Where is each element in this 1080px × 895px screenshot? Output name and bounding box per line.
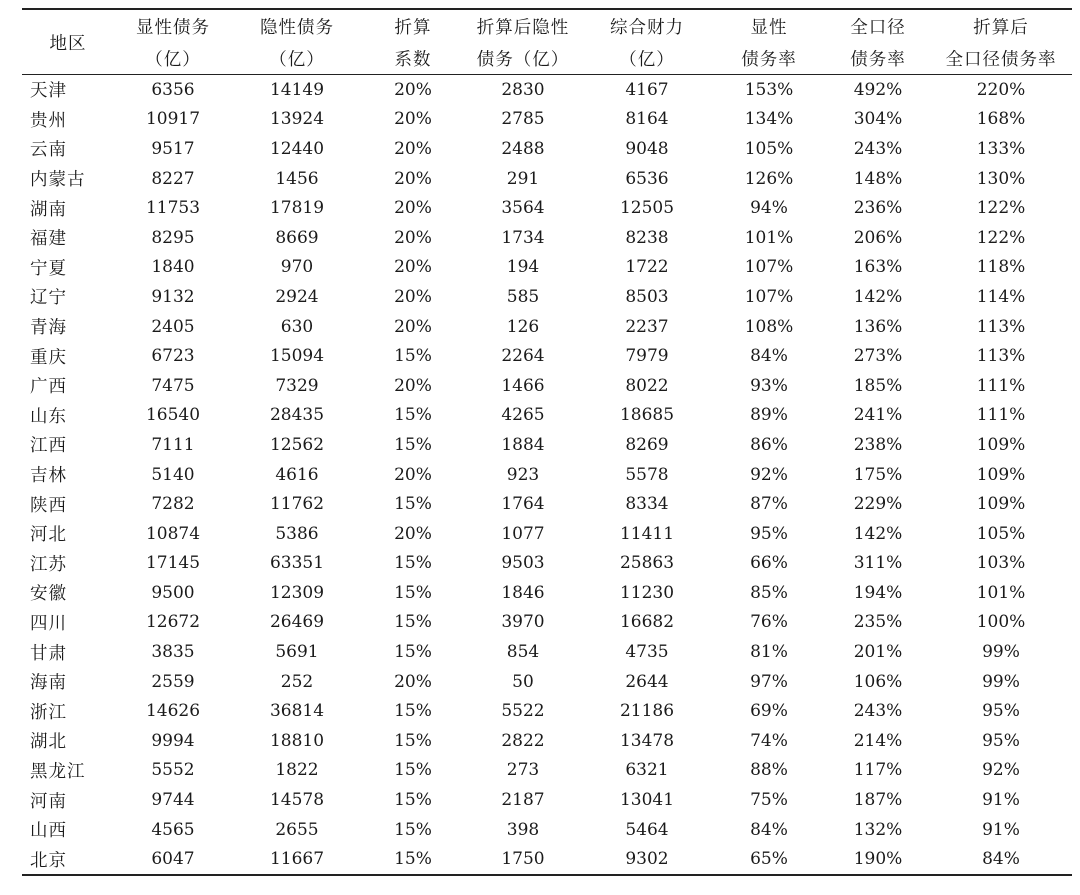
debt-table-container (22, 8, 1072, 876)
cell-explicit-rate: 86% (750, 434, 788, 455)
cell-converted-implicit: 2488 (501, 138, 545, 159)
cell-region: 安徽 (30, 584, 67, 605)
cell-explicit-rate: 134% (744, 109, 794, 130)
cell-region: 山东 (30, 406, 67, 427)
cell-explicit-rate: 107% (744, 257, 794, 278)
cell-coefficient: 20% (394, 109, 432, 130)
cell-fiscal-capacity: 7979 (625, 346, 669, 367)
table-row (22, 815, 1072, 845)
cell-coefficient: 15% (394, 553, 432, 574)
debt-table (22, 8, 1072, 876)
cell-converted-total-rate: 91% (982, 790, 1020, 811)
cell-explicit-rate: 88% (750, 760, 788, 781)
cell-explicit-rate: 101% (744, 227, 794, 248)
cell-explicit-rate: 65% (750, 849, 788, 870)
cell-converted-total-rate: 130% (976, 168, 1026, 189)
cell-region: 内蒙古 (30, 170, 86, 191)
table-row (22, 253, 1072, 283)
table-row (22, 134, 1072, 164)
cell-implicit-debt: 1456 (275, 168, 319, 189)
cell-converted-implicit: 2830 (501, 79, 545, 100)
cell-converted-total-rate: 114% (976, 286, 1026, 307)
cell-converted-implicit: 1846 (501, 582, 545, 603)
cell-explicit-rate: 126% (744, 168, 794, 189)
cell-explicit-debt: 7475 (151, 375, 195, 396)
cell-implicit-debt: 36814 (269, 701, 325, 722)
header-coefficient-line2: 系数 (394, 49, 432, 70)
cell-fiscal-capacity: 6321 (625, 760, 669, 781)
table-row (22, 193, 1072, 223)
cell-implicit-debt: 13924 (269, 109, 325, 130)
cell-converted-total-rate: 122% (976, 198, 1026, 219)
cell-implicit-debt: 28435 (269, 405, 325, 426)
cell-explicit-debt: 2405 (151, 316, 195, 337)
cell-fiscal-capacity: 9302 (625, 849, 669, 870)
cell-implicit-debt: 4616 (275, 464, 319, 485)
cell-converted-total-rate: 100% (976, 612, 1026, 633)
cell-explicit-debt: 9500 (151, 582, 195, 603)
cell-explicit-debt: 7282 (151, 494, 195, 515)
cell-fiscal-capacity: 16682 (619, 612, 675, 633)
cell-converted-total-rate: 101% (976, 582, 1026, 603)
cell-implicit-debt: 11667 (269, 849, 325, 870)
table-row (22, 608, 1072, 638)
cell-explicit-rate: 76% (750, 612, 788, 633)
cell-total-rate: 206% (853, 227, 903, 248)
header-explicit-rate-line2: 债务率 (741, 49, 797, 70)
cell-converted-total-rate: 220% (976, 79, 1026, 100)
cell-explicit-debt: 9132 (151, 286, 195, 307)
cell-explicit-rate: 93% (750, 375, 788, 396)
cell-coefficient: 15% (394, 494, 432, 515)
cell-implicit-debt: 12562 (269, 434, 325, 455)
cell-fiscal-capacity: 11411 (619, 523, 675, 544)
table-row (22, 371, 1072, 401)
cell-explicit-debt: 8227 (151, 168, 195, 189)
cell-converted-implicit: 2264 (501, 346, 545, 367)
cell-total-rate: 163% (853, 257, 903, 278)
cell-coefficient: 15% (394, 642, 432, 663)
cell-total-rate: 185% (853, 375, 903, 396)
cell-implicit-debt: 630 (280, 316, 314, 337)
cell-explicit-rate: 89% (750, 405, 788, 426)
cell-region: 河南 (30, 791, 67, 812)
cell-converted-implicit: 291 (506, 168, 540, 189)
table-row (22, 430, 1072, 460)
cell-total-rate: 241% (853, 405, 903, 426)
cell-coefficient: 15% (394, 582, 432, 603)
cell-converted-implicit: 1077 (501, 523, 545, 544)
cell-region: 湖南 (30, 199, 67, 220)
cell-explicit-debt: 12672 (145, 612, 201, 633)
cell-implicit-debt: 7329 (275, 375, 319, 396)
table-row (22, 519, 1072, 549)
cell-implicit-debt: 5691 (275, 642, 319, 663)
cell-region: 浙江 (30, 702, 67, 723)
table-header (22, 9, 1072, 75)
table-row (22, 756, 1072, 786)
cell-fiscal-capacity: 4735 (625, 642, 669, 663)
header-implicit-debt: 隐性债务 (260, 17, 334, 38)
cell-explicit-rate: 105% (744, 138, 794, 159)
table-row (22, 401, 1072, 431)
table-row (22, 549, 1072, 579)
cell-fiscal-capacity: 8238 (625, 227, 669, 248)
cell-coefficient: 20% (394, 257, 432, 278)
cell-total-rate: 201% (853, 642, 903, 663)
cell-coefficient: 20% (394, 198, 432, 219)
cell-region: 四川 (30, 613, 67, 634)
cell-explicit-rate: 84% (750, 346, 788, 367)
cell-total-rate: 106% (853, 671, 903, 692)
cell-converted-total-rate: 113% (976, 316, 1026, 337)
header-implicit-debt-unit: （亿） (269, 49, 325, 70)
cell-fiscal-capacity: 18685 (619, 405, 675, 426)
cell-total-rate: 492% (853, 79, 903, 100)
cell-total-rate: 142% (853, 523, 903, 544)
cell-coefficient: 15% (394, 612, 432, 633)
cell-explicit-debt: 10917 (145, 109, 201, 130)
cell-explicit-debt: 14626 (145, 701, 201, 722)
cell-converted-total-rate: 99% (982, 642, 1020, 663)
cell-region: 吉林 (30, 466, 67, 487)
cell-converted-total-rate: 91% (982, 819, 1020, 840)
cell-coefficient: 15% (394, 730, 432, 751)
cell-region: 江西 (30, 436, 67, 457)
header-fiscal-capacity-unit: （亿） (619, 49, 675, 70)
header-fiscal-capacity: 综合财力 (610, 17, 684, 38)
cell-coefficient: 15% (394, 790, 432, 811)
cell-fiscal-capacity: 8164 (625, 109, 669, 130)
cell-fiscal-capacity: 25863 (619, 553, 675, 574)
cell-total-rate: 194% (853, 582, 903, 603)
cell-coefficient: 15% (394, 701, 432, 722)
cell-converted-implicit: 2822 (501, 730, 545, 751)
cell-explicit-debt: 10874 (145, 523, 201, 544)
cell-explicit-debt: 6047 (151, 849, 195, 870)
cell-region: 黑龙江 (30, 761, 86, 782)
cell-explicit-debt: 2559 (151, 671, 195, 692)
cell-fiscal-capacity: 21186 (619, 701, 675, 722)
cell-coefficient: 20% (394, 464, 432, 485)
cell-explicit-rate: 107% (744, 286, 794, 307)
cell-region: 海南 (30, 673, 67, 694)
cell-converted-implicit: 4265 (501, 405, 545, 426)
table-row (22, 667, 1072, 697)
cell-coefficient: 20% (394, 375, 432, 396)
cell-implicit-debt: 63351 (269, 553, 325, 574)
cell-coefficient: 20% (394, 671, 432, 692)
cell-fiscal-capacity: 8503 (625, 286, 669, 307)
table-row (22, 726, 1072, 756)
cell-explicit-rate: 94% (750, 198, 788, 219)
cell-converted-total-rate: 92% (982, 760, 1020, 781)
cell-explicit-debt: 16540 (145, 405, 201, 426)
table-row (22, 578, 1072, 608)
cell-converted-total-rate: 103% (976, 553, 1026, 574)
header-coefficient: 折算 (394, 17, 432, 38)
cell-explicit-debt: 17145 (145, 553, 201, 574)
cell-converted-implicit: 3564 (501, 198, 545, 219)
cell-implicit-debt: 11762 (269, 494, 325, 515)
cell-region: 甘肃 (30, 643, 67, 664)
cell-converted-implicit: 1734 (501, 227, 545, 248)
cell-explicit-rate: 95% (750, 523, 788, 544)
cell-region: 天津 (30, 81, 67, 102)
cell-converted-total-rate: 168% (976, 109, 1026, 130)
cell-explicit-rate: 97% (750, 671, 788, 692)
cell-explicit-rate: 75% (750, 790, 788, 811)
cell-implicit-debt: 5386 (275, 523, 319, 544)
cell-total-rate: 311% (853, 553, 903, 574)
cell-implicit-debt: 15094 (269, 346, 325, 367)
cell-converted-total-rate: 113% (976, 346, 1026, 367)
cell-explicit-debt: 11753 (145, 198, 201, 219)
cell-total-rate: 136% (853, 316, 903, 337)
table-row (22, 844, 1072, 875)
cell-converted-implicit: 9503 (501, 553, 545, 574)
cell-coefficient: 20% (394, 168, 432, 189)
table-row (22, 223, 1072, 253)
cell-explicit-rate: 87% (750, 494, 788, 515)
cell-fiscal-capacity: 11230 (619, 582, 675, 603)
cell-total-rate: 235% (853, 612, 903, 633)
cell-region: 辽宁 (30, 288, 67, 309)
cell-total-rate: 243% (853, 701, 903, 722)
cell-coefficient: 15% (394, 434, 432, 455)
cell-converted-total-rate: 109% (976, 494, 1026, 515)
header-converted-implicit: 折算后隐性 (476, 17, 570, 38)
cell-total-rate: 175% (853, 464, 903, 485)
cell-explicit-rate: 74% (750, 730, 788, 751)
cell-explicit-rate: 92% (750, 464, 788, 485)
cell-converted-implicit: 1764 (501, 494, 545, 515)
cell-implicit-debt: 2924 (275, 286, 319, 307)
cell-converted-implicit: 923 (506, 464, 540, 485)
cell-explicit-rate: 153% (744, 79, 794, 100)
header-explicit-debt-unit: （亿） (145, 49, 201, 70)
table-row (22, 489, 1072, 519)
cell-implicit-debt: 26469 (269, 612, 325, 633)
cell-total-rate: 229% (853, 494, 903, 515)
cell-implicit-debt: 18810 (269, 730, 325, 751)
cell-converted-total-rate: 122% (976, 227, 1026, 248)
table-row (22, 341, 1072, 371)
cell-converted-implicit: 585 (506, 286, 540, 307)
cell-explicit-rate: 69% (750, 701, 788, 722)
cell-coefficient: 20% (394, 227, 432, 248)
cell-converted-implicit: 3970 (501, 612, 545, 633)
cell-total-rate: 238% (853, 434, 903, 455)
cell-converted-implicit: 126 (506, 316, 540, 337)
cell-fiscal-capacity: 2237 (625, 316, 669, 337)
cell-converted-implicit: 854 (506, 642, 540, 663)
cell-implicit-debt: 252 (280, 671, 314, 692)
cell-explicit-debt: 9517 (151, 138, 195, 159)
cell-explicit-debt: 5140 (151, 464, 195, 485)
cell-region: 宁夏 (30, 258, 67, 279)
cell-region: 北京 (30, 850, 67, 871)
cell-region: 湖北 (30, 732, 67, 753)
table-body (22, 75, 1072, 876)
cell-region: 江苏 (30, 554, 67, 575)
header-converted-total-rate: 折算后 (973, 17, 1029, 38)
cell-coefficient: 15% (394, 760, 432, 781)
cell-region: 贵州 (30, 110, 67, 131)
table-row (22, 312, 1072, 342)
cell-converted-total-rate: 99% (982, 671, 1020, 692)
table-row (22, 785, 1072, 815)
cell-explicit-rate: 85% (750, 582, 788, 603)
cell-coefficient: 15% (394, 849, 432, 870)
table-row (22, 637, 1072, 667)
table-row (22, 75, 1072, 105)
cell-fiscal-capacity: 5578 (625, 464, 669, 485)
cell-fiscal-capacity: 4167 (625, 79, 669, 100)
cell-explicit-debt: 3835 (151, 642, 195, 663)
header-converted-total-rate-line2: 全口径债务率 (945, 49, 1057, 70)
cell-converted-implicit: 2785 (501, 109, 545, 130)
cell-coefficient: 15% (394, 405, 432, 426)
cell-total-rate: 236% (853, 198, 903, 219)
cell-converted-total-rate: 109% (976, 434, 1026, 455)
cell-fiscal-capacity: 8269 (625, 434, 669, 455)
cell-region: 山西 (30, 821, 67, 842)
cell-explicit-debt: 7111 (151, 434, 195, 455)
cell-total-rate: 190% (853, 849, 903, 870)
cell-fiscal-capacity: 1722 (625, 257, 669, 278)
cell-converted-total-rate: 105% (976, 523, 1026, 544)
header-explicit-rate: 显性 (750, 17, 788, 38)
table-row (22, 105, 1072, 135)
cell-implicit-debt: 2655 (275, 819, 319, 840)
cell-explicit-rate: 66% (750, 553, 788, 574)
cell-fiscal-capacity: 12505 (619, 198, 675, 219)
cell-fiscal-capacity: 13478 (619, 730, 675, 751)
cell-implicit-debt: 970 (280, 257, 314, 278)
cell-coefficient: 20% (394, 138, 432, 159)
cell-coefficient: 15% (394, 819, 432, 840)
header-total-rate: 全口径 (850, 17, 906, 38)
cell-explicit-debt: 9994 (151, 730, 195, 751)
cell-converted-implicit: 50 (512, 671, 534, 692)
table-row (22, 282, 1072, 312)
cell-converted-total-rate: 84% (982, 849, 1020, 870)
cell-explicit-rate: 108% (744, 316, 794, 337)
cell-implicit-debt: 12440 (269, 138, 325, 159)
cell-converted-implicit: 1750 (501, 849, 545, 870)
cell-total-rate: 132% (853, 819, 903, 840)
cell-converted-implicit: 194 (506, 257, 540, 278)
header-region: 地区 (49, 33, 87, 54)
cell-fiscal-capacity: 5464 (625, 819, 669, 840)
cell-total-rate: 148% (853, 168, 903, 189)
cell-converted-total-rate: 95% (982, 701, 1020, 722)
table-row (22, 164, 1072, 194)
cell-explicit-debt: 8295 (151, 227, 195, 248)
cell-converted-implicit: 5522 (501, 701, 545, 722)
cell-total-rate: 304% (853, 109, 903, 130)
cell-fiscal-capacity: 6536 (625, 168, 669, 189)
cell-converted-total-rate: 111% (976, 375, 1026, 396)
cell-region: 云南 (30, 140, 67, 161)
cell-coefficient: 20% (394, 523, 432, 544)
cell-total-rate: 273% (853, 346, 903, 367)
cell-implicit-debt: 14578 (269, 790, 325, 811)
cell-coefficient: 20% (394, 316, 432, 337)
cell-total-rate: 187% (853, 790, 903, 811)
header-explicit-debt: 显性债务 (136, 17, 210, 38)
header-row-2 (22, 42, 1072, 75)
cell-explicit-debt: 6723 (151, 346, 195, 367)
cell-coefficient: 15% (394, 346, 432, 367)
cell-fiscal-capacity: 9048 (625, 138, 669, 159)
cell-explicit-rate: 84% (750, 819, 788, 840)
cell-explicit-debt: 6356 (151, 79, 195, 100)
cell-explicit-debt: 1840 (151, 257, 195, 278)
cell-converted-implicit: 2187 (501, 790, 545, 811)
cell-fiscal-capacity: 8334 (625, 494, 669, 515)
table-row (22, 696, 1072, 726)
header-converted-implicit-line2: 债务（亿） (476, 49, 570, 70)
cell-converted-total-rate: 109% (976, 464, 1026, 485)
cell-fiscal-capacity: 2644 (625, 671, 669, 692)
cell-converted-implicit: 398 (506, 819, 540, 840)
cell-explicit-debt: 5552 (151, 760, 195, 781)
cell-implicit-debt: 1822 (275, 760, 319, 781)
cell-region: 陕西 (30, 495, 67, 516)
cell-total-rate: 214% (853, 730, 903, 751)
table-row (22, 460, 1072, 490)
cell-coefficient: 20% (394, 79, 432, 100)
cell-implicit-debt: 12309 (269, 582, 325, 603)
cell-converted-total-rate: 111% (976, 405, 1026, 426)
cell-explicit-debt: 9744 (151, 790, 195, 811)
header-total-rate-line2: 债务率 (850, 49, 906, 70)
cell-implicit-debt: 8669 (275, 227, 319, 248)
cell-total-rate: 243% (853, 138, 903, 159)
cell-explicit-rate: 81% (750, 642, 788, 663)
cell-total-rate: 142% (853, 286, 903, 307)
header-row-1 (22, 9, 1072, 42)
cell-fiscal-capacity: 8022 (625, 375, 669, 396)
cell-region: 广西 (30, 377, 67, 398)
cell-converted-implicit: 1466 (501, 375, 545, 396)
cell-explicit-debt: 4565 (151, 819, 195, 840)
cell-coefficient: 20% (394, 286, 432, 307)
cell-converted-total-rate: 133% (976, 138, 1026, 159)
cell-implicit-debt: 17819 (269, 198, 325, 219)
cell-converted-total-rate: 118% (976, 257, 1026, 278)
cell-total-rate: 117% (853, 760, 903, 781)
cell-region: 福建 (30, 229, 67, 250)
cell-converted-implicit: 1884 (501, 434, 545, 455)
cell-region: 河北 (30, 525, 67, 546)
cell-converted-total-rate: 95% (982, 730, 1020, 751)
cell-converted-implicit: 273 (506, 760, 540, 781)
cell-region: 青海 (30, 318, 67, 339)
cell-fiscal-capacity: 13041 (619, 790, 675, 811)
cell-implicit-debt: 14149 (269, 79, 325, 100)
cell-region: 重庆 (30, 347, 67, 368)
